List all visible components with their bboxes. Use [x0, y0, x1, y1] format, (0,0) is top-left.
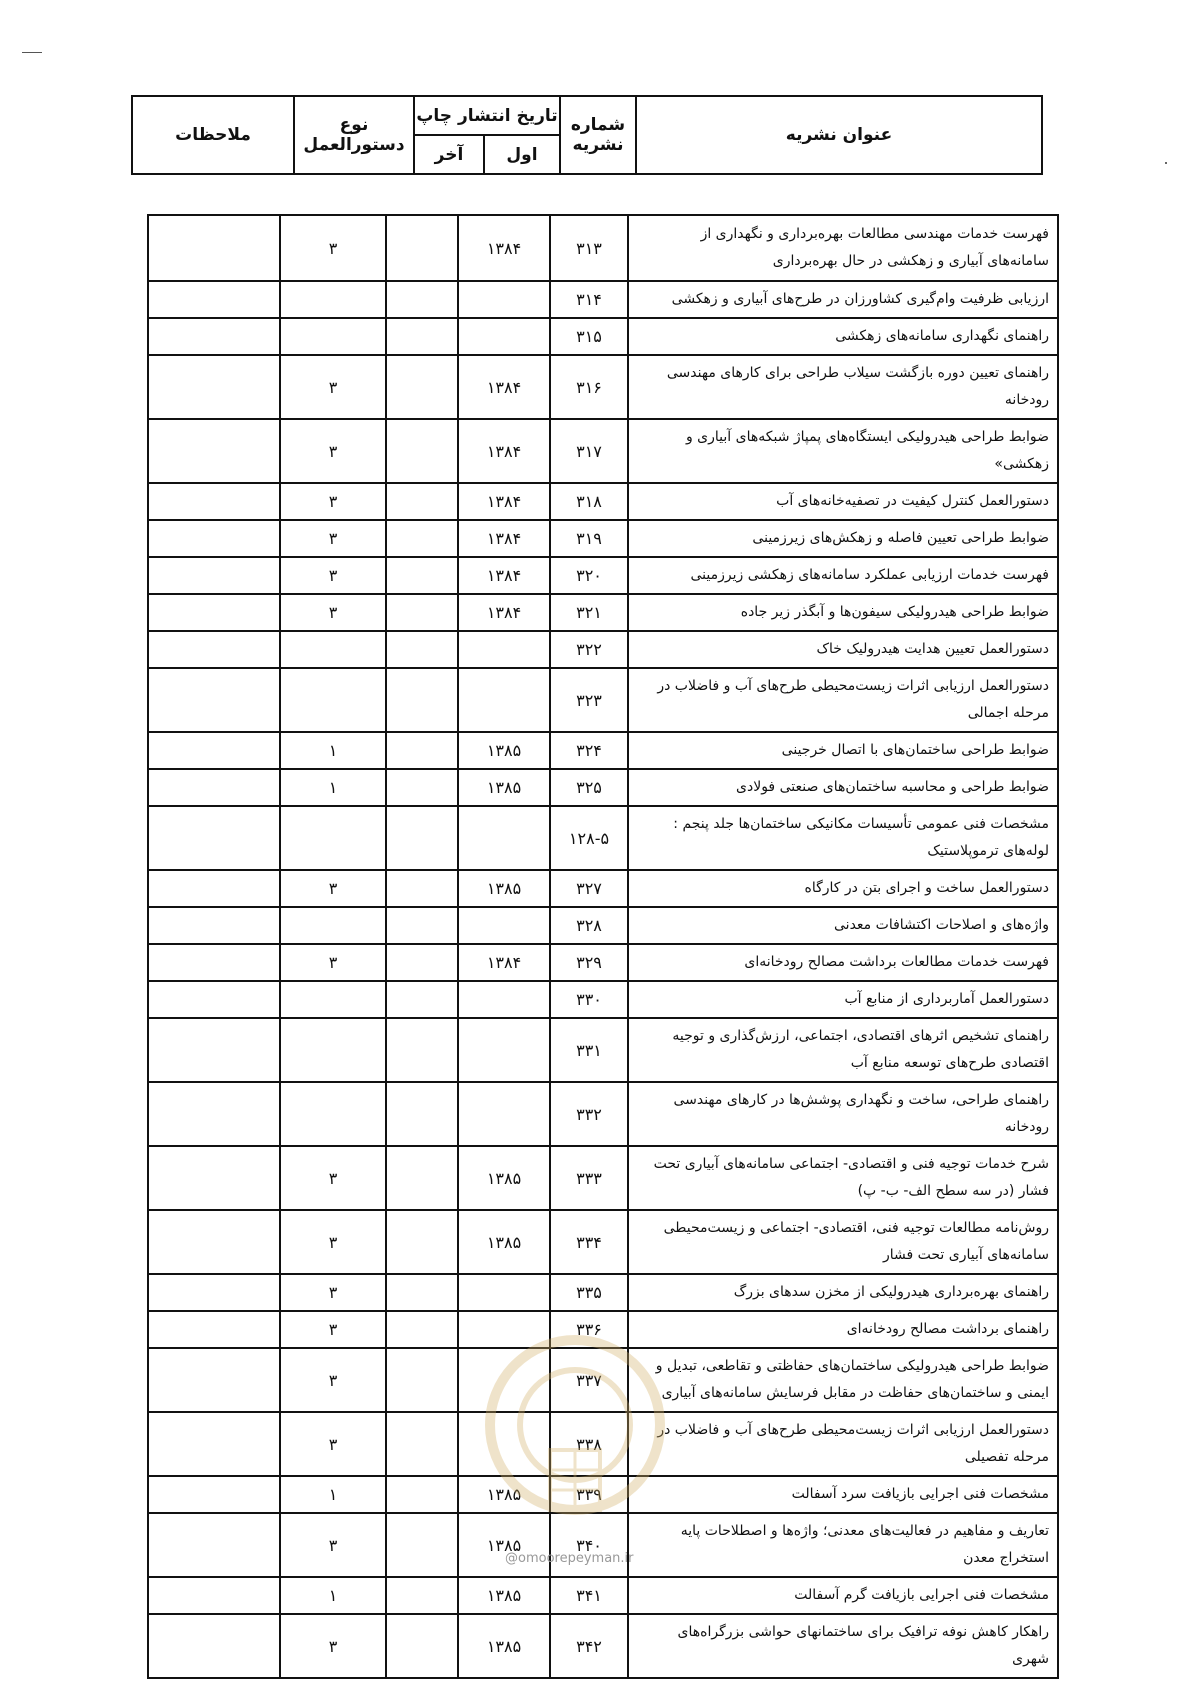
publication-title: دستورالعمل ساخت و اجرای بتن در کارگاه [628, 870, 1058, 907]
first-print-date: ۱۳۸۵ [458, 870, 550, 907]
table-row [148, 419, 1058, 483]
first-print-date [458, 907, 550, 944]
last-print-date [386, 419, 458, 483]
instruction-type: ۳ [280, 1274, 386, 1311]
first-print-date: ۱۳۸۵ [458, 1614, 550, 1678]
notes-cell [148, 419, 280, 483]
instruction-type: ۳ [280, 1513, 386, 1577]
publication-title: راهنمای تعیین دوره بازگشت سیلاب طراحی برای کارهای مهندسی رودخانه [628, 355, 1058, 419]
publication-title: راهکار کاهش نوفه ترافیک برای ساختمانهای حواشی بزرگراه‌های شهری [628, 1614, 1058, 1678]
header-type-line1: نوع [339, 115, 369, 135]
first-print-date: ۱۳۸۴ [458, 944, 550, 981]
publication-title: تعاریف و مفاهیم در فعالیت‌های معدنی؛ واژه‌ها و اصطلاحات پایه استخراج معدن [628, 1513, 1058, 1577]
instruction-type: ۳ [280, 1311, 386, 1348]
publication-number: ۳۱۴ [550, 281, 628, 318]
first-print-date [458, 1412, 550, 1476]
last-print-date [386, 1018, 458, 1082]
table-row [148, 806, 1058, 870]
publication-number: ۳۳۴ [550, 1210, 628, 1274]
notes-cell [148, 944, 280, 981]
last-print-date [386, 215, 458, 281]
publication-number: ۳۲۹ [550, 944, 628, 981]
first-print-date: ۱۳۸۵ [458, 732, 550, 769]
notes-cell [148, 769, 280, 806]
publication-number: ۳۳۶ [550, 1311, 628, 1348]
publication-title: راهنمای بهره‌برداری هیدرولیکی از مخزن سدهای بزرگ [628, 1274, 1058, 1311]
publication-title: راهنمای طراحی، ساخت و نگهداری پوشش‌ها در کارهای مهندسی رودخانه [628, 1082, 1058, 1146]
table-row [148, 668, 1058, 732]
notes-cell [148, 355, 280, 419]
publication-number: ۳۱۵ [550, 318, 628, 355]
table-row [148, 870, 1058, 907]
notes-cell [148, 631, 280, 668]
table-row [148, 1311, 1058, 1348]
instruction-type: ۳ [280, 419, 386, 483]
notes-cell [148, 1348, 280, 1412]
instruction-type: ۳ [280, 483, 386, 520]
first-print-date [458, 806, 550, 870]
publication-title: راهنمای برداشت مصالح رودخانه‌ای [628, 1311, 1058, 1348]
publication-title: شرح خدمات توجیه فنی و اقتصادی- اجتماعی سامانه‌های آبیاری تحت فشار (در سه سطح الف- ب- پ) [628, 1146, 1058, 1210]
header-number-line2: نشریه [572, 135, 624, 155]
publication-number: ۳۲۱ [550, 594, 628, 631]
instruction-type: ۱ [280, 1577, 386, 1614]
first-print-date: ۱۳۸۵ [458, 769, 550, 806]
first-print-date [458, 631, 550, 668]
notes-cell [148, 318, 280, 355]
first-print-date [458, 1018, 550, 1082]
notes-cell [148, 1210, 280, 1274]
header-last-col: آخر [414, 135, 484, 174]
publication-number: ۳۳۱ [550, 1018, 628, 1082]
notes-cell [148, 1018, 280, 1082]
last-print-date [386, 483, 458, 520]
table-row [148, 1513, 1058, 1577]
first-print-date: ۱۳۸۵ [458, 1513, 550, 1577]
publication-number: ۱۲۸-۵ [550, 806, 628, 870]
last-print-date [386, 1311, 458, 1348]
header-title-col: عنوان نشریه [636, 96, 1042, 174]
publication-title: مشخصات فنی اجرایی بازیافت سرد آسفالت [628, 1476, 1058, 1513]
first-print-date: ۱۳۸۵ [458, 1577, 550, 1614]
table-row [148, 215, 1058, 281]
publication-number: ۳۲۵ [550, 769, 628, 806]
notes-cell [148, 557, 280, 594]
last-print-date [386, 806, 458, 870]
publication-title: ضوابط طراحی هیدرولیکی سیفون‌ها و آبگذر زیر جاده [628, 594, 1058, 631]
instruction-type: ۳ [280, 1210, 386, 1274]
scan-dot [1165, 162, 1167, 164]
table-row [148, 1348, 1058, 1412]
last-print-date [386, 318, 458, 355]
instruction-type: ۱ [280, 769, 386, 806]
last-print-date [386, 668, 458, 732]
instruction-type: ۳ [280, 1614, 386, 1678]
publication-title: راهنمای نگهداری سامانه‌های زهکشی [628, 318, 1058, 355]
header-type-line2: دستورالعمل [303, 135, 405, 155]
last-print-date [386, 1082, 458, 1146]
publication-number: ۳۳۷ [550, 1348, 628, 1412]
instruction-type [280, 907, 386, 944]
notes-cell [148, 1513, 280, 1577]
table-row [148, 1577, 1058, 1614]
header-number-line1: شماره [570, 115, 626, 135]
publication-title: ضوابط طراحی تعیین فاصله و زهکش‌های زیرزمینی [628, 520, 1058, 557]
publication-title: مشخصات فنی عمومی تأسیسات مکانیکی ساختمان‌ها جلد پنجم : لوله‌های ترموپلاستیک [628, 806, 1058, 870]
table-row [148, 557, 1058, 594]
publication-title: ضوابط طراحی هیدرولیکی ایستگاه‌های پمپاژ شبکه‌های آبیاری و زهکشی» [628, 419, 1058, 483]
last-print-date [386, 1274, 458, 1311]
instruction-type: ۳ [280, 557, 386, 594]
table-row [148, 483, 1058, 520]
publication-number: ۳۱۹ [550, 520, 628, 557]
publication-number: ۳۱۸ [550, 483, 628, 520]
instruction-type: ۳ [280, 870, 386, 907]
first-print-date [458, 318, 550, 355]
header-date-group: تاریخ انتشار چاپ [414, 96, 560, 135]
instruction-type: ۳ [280, 355, 386, 419]
table-row [148, 355, 1058, 419]
notes-cell [148, 1274, 280, 1311]
notes-cell [148, 981, 280, 1018]
header-first-col: اول [484, 135, 560, 174]
instruction-type: ۱ [280, 732, 386, 769]
table-row [148, 318, 1058, 355]
first-print-date: ۱۳۸۵ [458, 1146, 550, 1210]
notes-cell [148, 281, 280, 318]
notes-cell [148, 870, 280, 907]
publication-number: ۳۳۳ [550, 1146, 628, 1210]
notes-cell [148, 732, 280, 769]
notes-cell [148, 1476, 280, 1513]
instruction-type: ۳ [280, 944, 386, 981]
publication-title: راهنمای تشخیص اثرهای اقتصادی، اجتماعی، ارزش‌گذاری و توجیه اقتصادی طرح‌های توسعه منابع آب [628, 1018, 1058, 1082]
publication-title: ضوابط طراحی ساختمان‌های با اتصال خرجینی [628, 732, 1058, 769]
publication-number: ۳۱۳ [550, 215, 628, 281]
publication-number: ۳۴۰ [550, 1513, 628, 1577]
last-print-date [386, 1476, 458, 1513]
publication-title: دستورالعمل کنترل کیفیت در تصفیه‌خانه‌های آب [628, 483, 1058, 520]
publication-number: ۳۱۷ [550, 419, 628, 483]
instruction-type: ۳ [280, 520, 386, 557]
publication-number: ۳۲۳ [550, 668, 628, 732]
first-print-date: ۱۳۸۵ [458, 1210, 550, 1274]
notes-cell [148, 1146, 280, 1210]
first-print-date: ۱۳۸۴ [458, 520, 550, 557]
last-print-date [386, 907, 458, 944]
first-print-date: ۱۳۸۴ [458, 215, 550, 281]
publication-title: ضوابط طراحی هیدرولیکی ساختمان‌های حفاظتی و تقاطعی، تبدیل و ایمنی و ساختمان‌های حفاظت در مقابل فرسایش سامانه‌های آبیاری [628, 1348, 1058, 1412]
publication-number: ۳۳۲ [550, 1082, 628, 1146]
first-print-date [458, 1348, 550, 1412]
instruction-type: ۳ [280, 1412, 386, 1476]
last-print-date [386, 557, 458, 594]
publication-number: ۳۱۶ [550, 355, 628, 419]
last-print-date [386, 1348, 458, 1412]
publication-number: ۳۲۸ [550, 907, 628, 944]
publications-table [147, 214, 1059, 1679]
last-print-date [386, 1412, 458, 1476]
last-print-date [386, 981, 458, 1018]
last-print-date [386, 594, 458, 631]
table-row [148, 981, 1058, 1018]
first-print-date [458, 1082, 550, 1146]
table-row [148, 1018, 1058, 1082]
publication-number: ۳۲۷ [550, 870, 628, 907]
header-number-col [560, 96, 636, 174]
last-print-date [386, 1210, 458, 1274]
table-row [148, 769, 1058, 806]
table-row [148, 281, 1058, 318]
table-row [148, 1614, 1058, 1678]
notes-cell [148, 907, 280, 944]
notes-cell [148, 1311, 280, 1348]
first-print-date [458, 1311, 550, 1348]
instruction-type [280, 281, 386, 318]
publication-number: ۳۳۵ [550, 1274, 628, 1311]
publication-number: ۳۴۱ [550, 1577, 628, 1614]
table-row [148, 631, 1058, 668]
first-print-date [458, 668, 550, 732]
publication-number: ۳۴۲ [550, 1614, 628, 1678]
publication-number: ۳۲۲ [550, 631, 628, 668]
publication-number: ۳۲۰ [550, 557, 628, 594]
last-print-date [386, 631, 458, 668]
table-row [148, 1412, 1058, 1476]
first-print-date: ۱۳۸۵ [458, 1476, 550, 1513]
notes-cell [148, 806, 280, 870]
notes-cell [148, 594, 280, 631]
publication-title: فهرست خدمات ارزیابی عملکرد سامانه‌های زهکشی زیرزمینی [628, 557, 1058, 594]
notes-cell [148, 1082, 280, 1146]
instruction-type [280, 806, 386, 870]
last-print-date [386, 1614, 458, 1678]
publication-title: واژه‌های و اصلاحات اکتشافات معدنی [628, 907, 1058, 944]
publication-title: دستورالعمل ارزیابی اثرات زیست‌محیطی طرح‌های آب و فاضلاب در مرحله اجمالی [628, 668, 1058, 732]
publication-number: ۳۳۹ [550, 1476, 628, 1513]
first-print-date: ۱۳۸۴ [458, 557, 550, 594]
publication-title: دستورالعمل آماربرداری از منابع آب [628, 981, 1058, 1018]
first-print-date [458, 981, 550, 1018]
instruction-type [280, 318, 386, 355]
notes-cell [148, 483, 280, 520]
instruction-type: ۱ [280, 1476, 386, 1513]
last-print-date [386, 281, 458, 318]
table-row [148, 1476, 1058, 1513]
instruction-type [280, 668, 386, 732]
table-row [148, 1146, 1058, 1210]
page-margin-mark [22, 52, 42, 53]
notes-cell [148, 668, 280, 732]
last-print-date [386, 769, 458, 806]
table-row [148, 594, 1058, 631]
notes-cell [148, 215, 280, 281]
publication-title: فهرست خدمات مطالعات برداشت مصالح رودخانه‌ای [628, 944, 1058, 981]
header-notes-col: ملاحظات [132, 96, 294, 174]
publication-title: مشخصات فنی اجرایی بازیافت گرم آسفالت [628, 1577, 1058, 1614]
first-print-date: ۱۳۸۴ [458, 483, 550, 520]
instruction-type: ۳ [280, 594, 386, 631]
publication-title: دستورالعمل تعیین هدایت هیدرولیک خاک [628, 631, 1058, 668]
last-print-date [386, 1513, 458, 1577]
last-print-date [386, 732, 458, 769]
table-row [148, 907, 1058, 944]
last-print-date [386, 355, 458, 419]
publication-title: فهرست خدمات مهندسی مطالعات بهره‌برداری و نگهداری از سامانه‌های آبیاری و زهکشی در حال بهره‌برداری [628, 215, 1058, 281]
publication-number: ۳۳۸ [550, 1412, 628, 1476]
first-print-date [458, 1274, 550, 1311]
last-print-date [386, 520, 458, 557]
notes-cell [148, 1614, 280, 1678]
instruction-type [280, 981, 386, 1018]
table-row [148, 520, 1058, 557]
instruction-type [280, 1082, 386, 1146]
last-print-date [386, 944, 458, 981]
first-print-date [458, 281, 550, 318]
publication-title: ارزیابی ظرفیت وام‌گیری کشاورزان در طرح‌های آبیاری و زهکشی [628, 281, 1058, 318]
last-print-date [386, 1577, 458, 1614]
last-print-date [386, 1146, 458, 1210]
instruction-type: ۳ [280, 215, 386, 281]
table-row [148, 1274, 1058, 1311]
instruction-type: ۳ [280, 1146, 386, 1210]
table-row [148, 944, 1058, 981]
instruction-type [280, 631, 386, 668]
last-print-date [386, 870, 458, 907]
table-row [148, 732, 1058, 769]
table-row [148, 1082, 1058, 1146]
notes-cell [148, 1412, 280, 1476]
publication-title: دستورالعمل ارزیابی اثرات زیست‌محیطی طرح‌های آب و فاضلاب در مرحله تفصیلی [628, 1412, 1058, 1476]
publication-number: ۳۲۴ [550, 732, 628, 769]
instruction-type: ۳ [280, 1348, 386, 1412]
header-type-col [294, 96, 414, 174]
publication-title: ضوابط طراحی و محاسبه ساختمان‌های صنعتی فولادی [628, 769, 1058, 806]
publication-title: روش‌نامه مطالعات توجیه فنی، اقتصادی- اجتماعی و زیست‌محیطی سامانه‌های آبیاری تحت فشار [628, 1210, 1058, 1274]
first-print-date: ۱۳۸۴ [458, 594, 550, 631]
first-print-date: ۱۳۸۴ [458, 419, 550, 483]
watermark-text: @omoorepeyman.ir [505, 1551, 634, 1566]
notes-cell [148, 1577, 280, 1614]
notes-cell [148, 520, 280, 557]
header-table [131, 95, 1043, 175]
table-row [148, 1210, 1058, 1274]
instruction-type [280, 1018, 386, 1082]
first-print-date: ۱۳۸۴ [458, 355, 550, 419]
publication-number: ۳۳۰ [550, 981, 628, 1018]
